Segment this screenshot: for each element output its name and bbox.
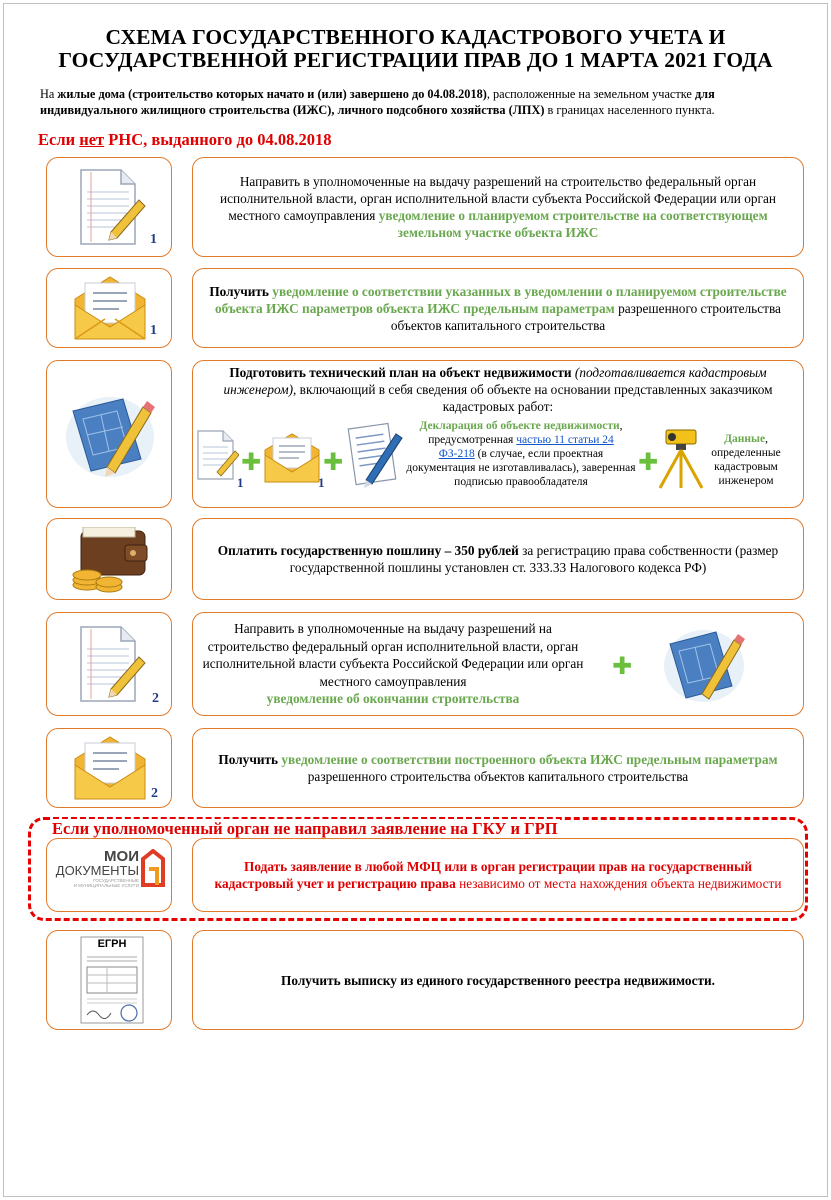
plus-icon: ✚ [323, 448, 344, 476]
law-link[interactable]: ФЗ-218 [438, 448, 475, 460]
step4-text-box: Оплатить государственную пошлину – 350 рублей за регистрацию права собственности (размер государственной пошлины установлен ст. 333.33 Налогового кодекса РФ) [192, 518, 804, 600]
step-number: 1 [150, 232, 157, 247]
step-number: 2 [151, 786, 158, 801]
step7-text-box: Подать заявление в любой МФЦ или в орган регистрации прав на государственный кадастровый учет и регистрацию права независимо от места нахождения объекта недвижимости [192, 838, 804, 912]
wallet-coins-icon [69, 527, 151, 593]
blueprint-pencil-icon [662, 624, 746, 704]
envelope-letter-icon [262, 432, 322, 484]
step-number: 1 [237, 475, 244, 490]
declaration-text: Декларация об объекте недвижимости, предусмотренная частью 11 статьи 24 ФЗ-218 (в случае, если проектная документация не изготавливалась), заверенная подписью правообладателя [406, 420, 636, 488]
step2-text-box: Получить уведомление о соответствии указанных в уведомлении о планируемом строительстве объекта ИЖС параметров объекта ИЖС предельным параметрам разрешенного строительства объектов капитального строительства [192, 268, 804, 348]
page-title: СХЕМА ГОСУДАРСТВЕННОГО КАДАСТРОВОГО УЧЕТА И ГОСУДАРСТВЕННОЙ РЕГИСТРАЦИИ ПРАВ ДО 1 МАРТА 2021 ГОДА [58, 25, 773, 72]
page-subtitle: На жилые дома (строительство которых начато и (или) завершено до 04.08.2018), расположенные на земельном участке для индивидуального жилищного строительства (ИЖС), личного подсобного хозяйства (ЛПХ) в границах населенного пункта. [40, 87, 715, 117]
step6-icon-box [46, 728, 172, 808]
theodolite-tripod-icon [652, 426, 708, 490]
plus-icon: ✚ [638, 448, 659, 476]
plus-icon: ✚ [241, 448, 262, 476]
step5-icon-box [46, 612, 172, 716]
envelope-letter-icon [69, 275, 151, 343]
step3-icon-box [46, 360, 172, 508]
step1-icon-box [46, 157, 172, 257]
step4-icon-box [46, 518, 172, 600]
step1-text-box: Направить в уполномоченные на выдачу разрешений на строительство федеральный орган исполнительной власти, орган исполнительной власти субъекта Российской Федерации или орган местного самоуправления уведомление о планируемом строительстве на соответствующем земельном участке объекта ИЖС [192, 157, 804, 257]
step-number: 1 [150, 323, 157, 338]
engineer-data-text: Данные, определенные кадастровым инженером [711, 433, 781, 487]
moi-dokumenty-logo: МОИ ДОКУМЕНТЫ ГОСУДАРСТВЕННЫЕ И МУНИЦИПАЛЬНЫЕ УСЛУГИ [55, 848, 139, 888]
envelope-letter-icon [69, 735, 151, 803]
plus-icon: ✚ [612, 652, 633, 680]
step3-description: Подготовить технический план на объект недвижимости (подготавливается кадастровым инженером), включающий в себя сведения об объекте на основании представленных заказчиком кадастровых работ: [223, 365, 773, 414]
step6-text-box: Получить уведомление о соответствии построенного объекта ИЖС предельным параметрам разрешенного строительства объектов капитального строительства [192, 728, 804, 808]
blueprint-pencil-icon [63, 389, 157, 479]
step-number: 1 [318, 475, 325, 490]
step2-icon-box [46, 268, 172, 348]
law-link[interactable]: частью 11 статьи 24 [516, 434, 614, 446]
document-pencil-icon [77, 166, 147, 248]
moi-dokumenty-emblem-icon [139, 849, 167, 889]
step8-text-box: Получить выписку из единого государственного реестра недвижимости. [192, 930, 804, 1030]
signed-document-pencil-icon [344, 420, 406, 492]
egrn-badge: ЕГРН [97, 938, 127, 950]
step-number: 2 [152, 691, 159, 706]
step5-description: Направить в уполномоченные на выдачу разрешений на строительство федеральный орган исполнительной власти, орган исполнительной власти субъекта Российской Федерации или орган местного самоуправления уведомление об окончании строительства [202, 621, 584, 706]
step7-icon-box [46, 838, 172, 912]
condition-not-sent: Если уполномоченный орган не направил заявление на ГКУ и ГРП [52, 819, 558, 838]
condition-no-rns: Если нет РНС, выданного до 04.08.2018 [38, 130, 332, 149]
document-pencil-icon [77, 623, 147, 705]
document-pencil-icon [195, 428, 239, 482]
step8-icon-box [46, 930, 172, 1030]
